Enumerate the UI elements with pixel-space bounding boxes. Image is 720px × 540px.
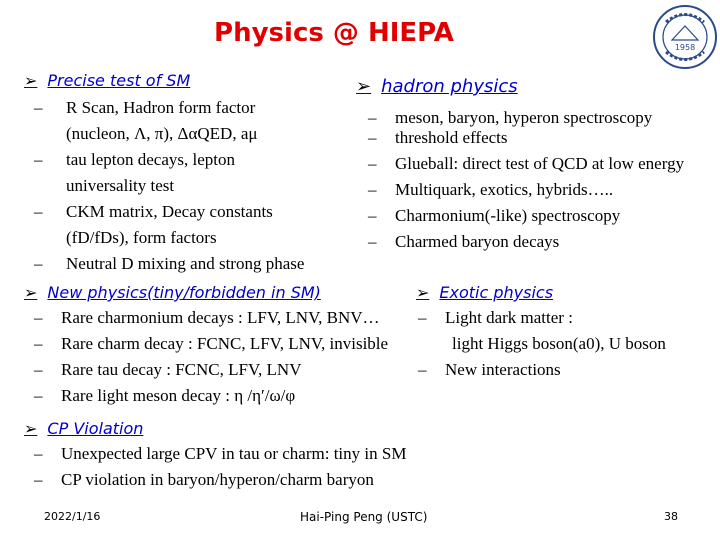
heading-cp-violation: ➢ CP Violation xyxy=(24,419,144,438)
list-item: Rare charmonium decays : LFV, LNV, BNV… xyxy=(61,308,380,327)
list-item: CP violation in baryon/hyperon/charm baryon xyxy=(61,470,374,489)
dash-bullet-icon: – xyxy=(368,154,377,173)
arrow-bullet-icon: ➢ xyxy=(24,419,38,438)
list-item-continuation: (nucleon, Λ, π), ΔαQED, aμ xyxy=(66,124,258,143)
dash-bullet-icon: – xyxy=(34,254,43,273)
list-item: Charmed baryon decays xyxy=(395,232,560,251)
dash-bullet-icon: – xyxy=(418,360,427,379)
logo-year: 1958 xyxy=(674,43,696,52)
arrow-bullet-icon: ➢ xyxy=(356,76,372,97)
dash-bullet-icon: – xyxy=(34,470,43,489)
list-item: R Scan, Hadron form factor xyxy=(66,98,256,117)
list-item-continuation: (fD/fDs), form factors xyxy=(66,228,217,247)
list-item: meson, baryon, hyperon spectroscopy xyxy=(395,108,653,127)
list-item: Multiquark, exotics, hybrids….. xyxy=(395,180,614,199)
arrow-bullet-icon: ➢ xyxy=(416,283,430,302)
list-item: Rare tau decay : FCNC, LFV, LNV xyxy=(61,360,302,379)
dash-bullet-icon: – xyxy=(34,334,43,353)
dash-bullet-icon: – xyxy=(368,232,377,251)
list-item: tau lepton decays, lepton xyxy=(66,150,236,169)
list-item: Unexpected large CPV in tau or charm: tiny in SM xyxy=(61,444,407,463)
list-item: Rare charm decay : FCNC, LFV, LNV, invisible xyxy=(61,334,389,353)
arrow-bullet-icon: ➢ xyxy=(24,71,38,90)
dash-bullet-icon: – xyxy=(34,386,43,405)
university-seal-logo xyxy=(652,4,718,70)
list-item-continuation: universality test xyxy=(66,176,175,195)
dash-bullet-icon: – xyxy=(34,98,43,117)
list-item: threshold effects xyxy=(395,128,508,147)
dash-bullet-icon: – xyxy=(368,108,377,127)
list-item-continuation: light Higgs boson(a0), U boson xyxy=(452,334,666,353)
list-item: Glueball: direct test of QCD at low energy xyxy=(395,154,685,173)
heading-precise-test: ➢ Precise test of SM xyxy=(24,71,191,90)
dash-bullet-icon: – xyxy=(34,202,43,221)
list-item: Neutral D mixing and strong phase xyxy=(66,254,305,273)
dash-bullet-icon: – xyxy=(34,360,43,379)
dash-bullet-icon: – xyxy=(368,180,377,199)
list-item: New interactions xyxy=(445,360,561,379)
heading-hadron-physics: ➢ hadron physics xyxy=(356,76,518,97)
footer-page-number: 38 xyxy=(664,510,678,523)
dash-bullet-icon: – xyxy=(34,150,43,169)
list-item: Light dark matter : xyxy=(445,308,573,327)
arrow-bullet-icon: ➢ xyxy=(24,283,38,302)
list-item: Rare light meson decay : η /η′/ω/φ xyxy=(61,386,296,405)
list-item: Charmonium(-like) spectroscopy xyxy=(395,206,621,225)
dash-bullet-icon: – xyxy=(418,308,427,327)
page-title: Physics @ HIEPA xyxy=(214,18,454,48)
footer-author: Hai-Ping Peng (USTC) xyxy=(300,510,428,524)
heading-new-physics: ➢ New physics(tiny/forbidden in SM) xyxy=(24,283,321,302)
list-item: CKM matrix, Decay constants xyxy=(66,202,273,221)
dash-bullet-icon: – xyxy=(34,308,43,327)
heading-exotic-physics: ➢ Exotic physics xyxy=(416,283,554,302)
dash-bullet-icon: – xyxy=(368,128,377,147)
dash-bullet-icon: – xyxy=(34,444,43,463)
dash-bullet-icon: – xyxy=(368,206,377,225)
footer-date: 2022/1/16 xyxy=(44,510,101,523)
